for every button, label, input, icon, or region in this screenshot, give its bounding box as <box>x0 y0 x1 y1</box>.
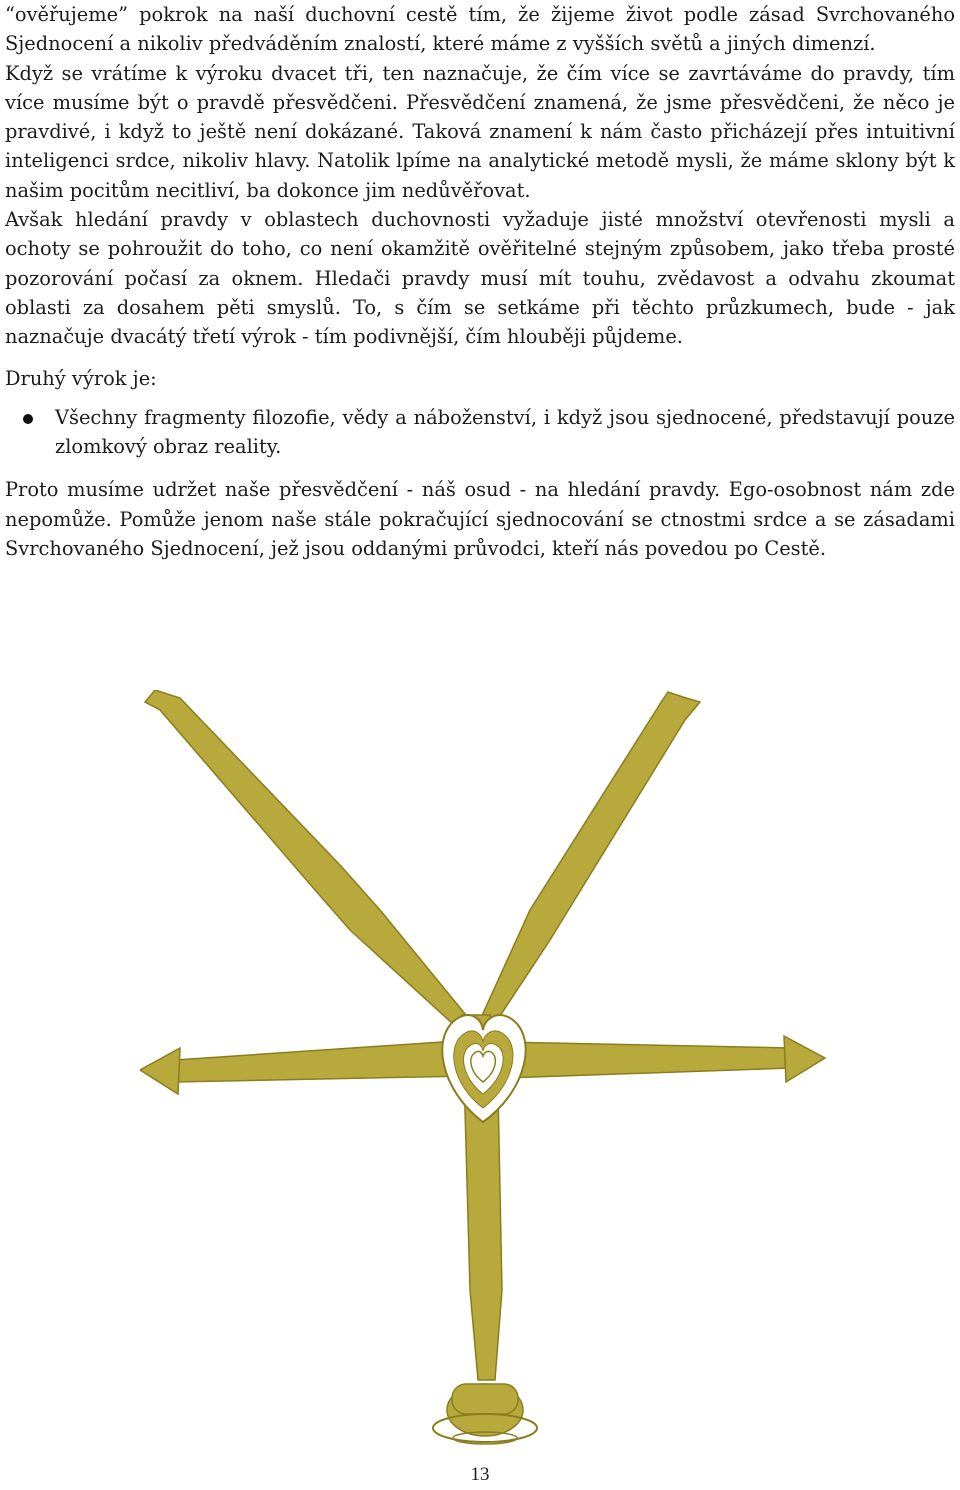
paragraph-2: Když se vrátíme k výroku dvacet tři, ten naznačuje, že čím více se zavrtáváme do pravdy, tím více musíme být o pravdě přesvědčeni. Přesvědčení znamená, že jsme přesvědčeni, že něco je pravdivé, i když to ještě není dokázané. Taková znamení k nám často přicházejí přes intuitivní inteligenci srdce, nikoliv hlavy. Natolik lpíme na analytické metodě mysli, že máme sklony být k našim pocitům necitliví, ba dokonce jim nedůvěřovat. <box>5 61 955 202</box>
paragraph-4: Druhý výrok je: <box>5 366 157 390</box>
body-text <box>5 0 955 563</box>
bullet-item <box>5 403 955 462</box>
bullet-text: Všechny fragmenty filozofie, vědy a náboženství, i když jsou sjednocené, představují pouze zlomkový obraz reality. <box>55 405 955 459</box>
cross-figure-illustration <box>140 690 830 1450</box>
paragraph-1: “ověřujeme” pokrok na naší duchovní cestě tím, že žijeme život podle zásad Svrchovaného Sjednocení a nikoliv předváděním znalostí, které máme z vyšších světů a jiných dimenzí. <box>5 3 955 56</box>
page-number: 13 <box>470 1464 490 1485</box>
heart-icon <box>442 1015 525 1122</box>
paragraph-5: Proto musíme udržet naše přesvědčení - náš osud - na hledání pravdy. Ego-osobnost nám zde nepomůže. Pomůže jenom naše stále pokračující sjednocování se ctnostmi srdce a se zásadami Svrchovaného Sjednocení, jež jsou oddanými průvodci, kteří nás povedou po Cestě. <box>5 478 955 561</box>
bullet-dot-icon <box>23 414 33 424</box>
paragraph-3: Avšak hledání pravdy v oblastech duchovnosti vyžaduje jisté množství otevřenosti mysli a ochoty se pohroužit do toho, co není okamžitě ověřitelné stejným způsobem, jako třeba prosté pozorování počasí za oknem. Hledači pravdy musí mít touhu, zvědavost a odvahu zkoumat oblasti za dosahem pěti smyslů. To, s čím se setkáme při těchto průzkumech, bude - jak naznačuje dvacátý třetí výrok - tím podivnější, čím hlouběji půjdeme. <box>5 208 955 349</box>
